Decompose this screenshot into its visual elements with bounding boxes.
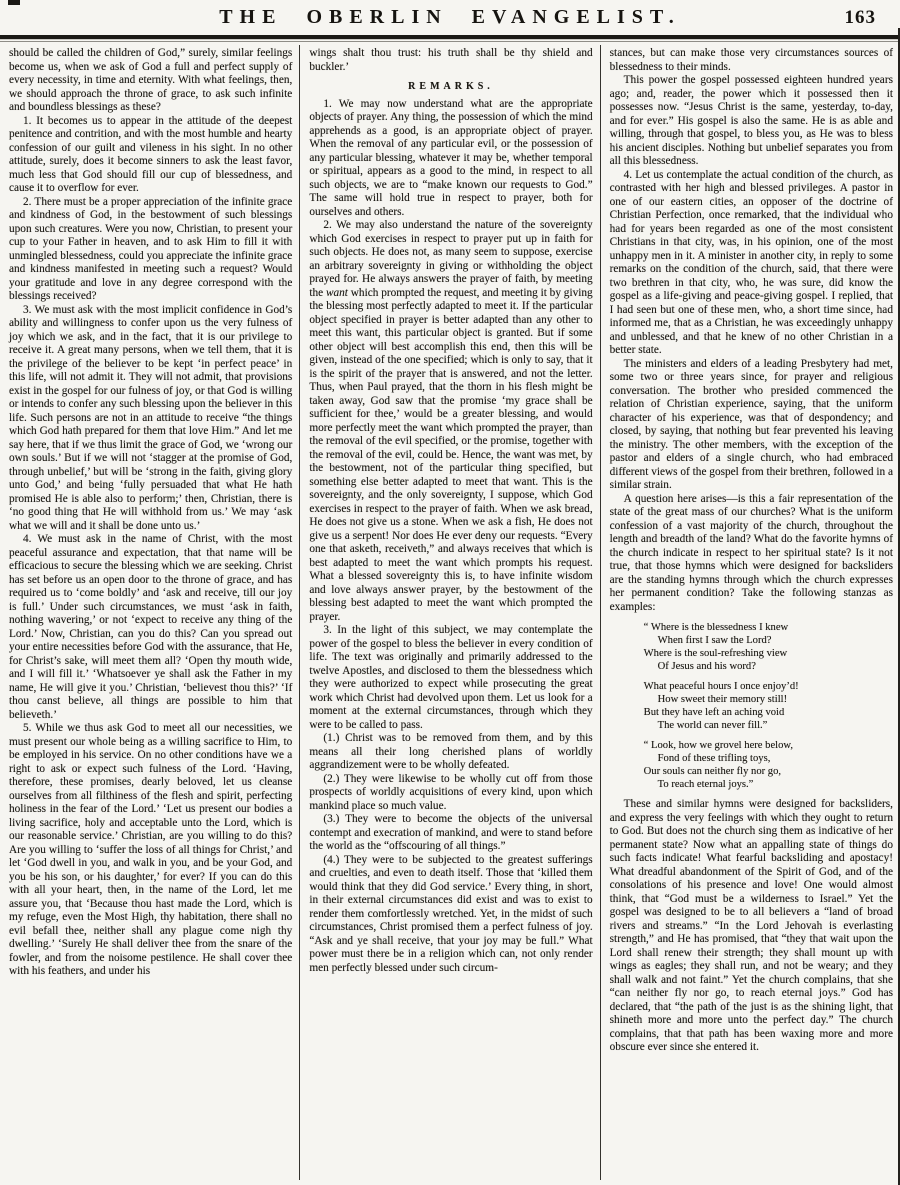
masthead-rule-heavy: [0, 35, 900, 39]
masthead-title: THE OBERLIN EVANGELIST.: [219, 6, 681, 28]
masthead: [0, 0, 900, 35]
hymn-line: “ Where is the blessedness I knew: [643, 622, 789, 633]
paragraph: These and similar hymns were designed for backsliders, and express the very feelings with which they ought to return to God. But does not the church sing them as indicative of her permanent state? Now what an appalling state of things do such facts indicate! What fearful backsliding and apostacy! What dreadful abandonment of the Spirit of God, and of the consolations of his presence and love! One would almost think, that “God must be a wilderness to Israel.” Yet the gospel was designed to be to all believers a “land of broad rivers and streams.” “In the Lord Jehovah is everlasting strength,” and He has promised, that “they that wait upon the Lord shall renew their strength; they shall mount up with wings as eagles; they shall run, and not be weary; and they shall walk and not faint.” Yet the church complains, that she “can neither fly nor go, to reach eternal joys.” God has declared, that “the path of the just is as the shining light, that shineth more and more unto the perfect day.” The church complains, that that path has been waxing more and more obscure ever since she entered it.: [609, 798, 893, 1053]
paragraph: should be called the children of God,” surely, similar feelings become us, when we ask of God a full and perfect supply of every necessity, in time and eternity. With what feelings, then, we should approach the throne of grace, to ask such infinite and boundless blessings as these?: [9, 47, 293, 113]
paragraph: 4. Let us contemplate the actual condition of the church, as contrasted with her high and blessed privileges. A pastor in one of our eastern cities, an opposer of the doctrine of Christian Perfection, once remarked, that the individual who had for years been regarded as one of the most consistent Christians in that city, was, in his opinion, one of the most unhappy men in it. A minister in another city, in reply to some remarks on the condition of the church, said, that there were two brethren in that city, who, he was sure, did know the gospel as a life-giving and peace-giving gospel. I replied, that I had seen but one of these men, who, a short time since, had informed me, that as a Christian, he was exceedingly unhappy and unblessed, and that he knew of no other Christian in a better state.: [609, 168, 893, 356]
column-3: [601, 44, 900, 1180]
text-columns: [0, 44, 900, 1180]
paragraph: This power the gospel possessed eighteen hundred years ago; and, reader, the power which it possessed then it possesses now. “Jesus Christ is the same, yesterday, to-day, and for ever.” His gospel is also the same. He is as able and willing, through that gospel, to bless you, as He was to bless his ancient disciples. Nothing but unbelief separates you from all this blessedness.: [609, 74, 893, 167]
hymn-stanza: [644, 739, 893, 791]
paragraph: (3.) They were to become the objects of the universal contempt and execration of mankind, and were to stand before the world as the “offscouring of all things.”: [309, 813, 593, 852]
paragraph: 5. While we thus ask God to meet all our necessities, we must present our whole being as a willing sacrifice to Him, to be employed in his service. On no other conditions have we a right to ask or expect such fulness of the Lord. ‘Having, therefore, these promises, dearly beloved, let us cleanse ourselves from all filthiness of the flesh and spirit, perfecting holiness in the fear of the Lord.’ ‘Let us present our bodies a living sacrifice, holy and acceptable unto the Lord, which is our reasonable service.’ Christian, are you willing to do this? Are you willing to ‘suffer the loss of all things for Christ,’ and let ‘God dwell in you, and walk in you, and be your God, and you be his son, or his daughter,’ for ever? If you can do this with all your heart, then, in the name of the Lord, let me assure you, that ‘Because thou hast made the Lord, which is my refuge, even the Most High, thy habitation, there shall no evil befall thee, neither shall any plague come nigh thy dwelling.’ ‘Surely He shall deliver thee from the snare of the fowler, and from the noisome pestilence. He shall cover thee with his feathers, and under his: [9, 722, 293, 977]
paragraph: stances, but can make those very circumstances sources of blessedness to their minds.: [609, 47, 893, 73]
hymn-line: The world can never fill.”: [657, 720, 768, 731]
hymn-line: Our souls can neither fly nor go,: [643, 766, 782, 777]
column-2: [300, 44, 599, 1180]
paragraph: 2. There must be a proper appreciation of the infinite grace and kindness of God, in the bestowment of such blessings upon such creatures. Were you now, Christian, to present your cup to your Father in heaven, and to ask Him to fill it with unmingled blessedness, could you appreciate the infinite grace and kindness manifested in meeting such a request? Would your gratitude and love in any degree correspond with the blessings received?: [9, 195, 293, 302]
paragraph: 2. We may also understand the nature of the sovereignty which God exercises in respect to prayer put up in faith for such objects. He does not, as many seem to suppose, exercise an arbitrary sovereignty in giving or withholding the object prayed for. He always answers the prayer of faith, by meeting the want which prompted the request, and meeting it by giving the blessing most perfectly adapted to meet it. If the particular object specified in prayer is better adapted than any other to meet this want, this particular object is granted. But if some other object will best accomplish this end, then this will be given, instead of the one specified; which is only to say, that it is the spirit of the prayer that is answered, and not the letter. Thus, when Paul prayed, that the thorn in his flesh might be taken away, God saw that the promise ‘my grace shall be sufficient for thee,’ would be a greater blessing, and would more perfectly meet the want which prompted the prayer, than the removal of the evil specified, or the promise, together with the removal of the evil, could be. Hence, the want was met, by the bestowment, not of the particular thing specified, but something else better adapted to meet that want. This is the sovereignty, and the only sovereignty, I suppose, which God exercises in respect to the prayer of faith. When we ask bread, He does not give us a stone. When we ask a fish, He does not give us a serpent! Nor does He ever deny our requests. “Every one that asketh, receiveth,” and always receives that which is best adapted to meet the want which prompts his request. What a blessed sovereignty this is, to have infinite wisdom and love always answer prayer, by the bestowment of the blessing best adapted to meet the want which prompted the prayer.: [309, 219, 593, 623]
paragraph: wings shalt thou trust: his truth shall be thy shield and buckler.’: [309, 47, 593, 73]
hymn-line: But they have left an aching void: [643, 707, 785, 718]
page-number: 163: [844, 7, 876, 28]
paragraph: (1.) Christ was to be removed from them, and by this means all their long cherished plans of worldly aggrandizement were to be wholly defeated.: [309, 732, 593, 771]
hymn-line: Fond of these trifling toys,: [657, 753, 771, 764]
hymn-line: Of Jesus and his word?: [657, 661, 756, 672]
paragraph: 4. We must ask in the name of Christ, with the most peaceful assurance and expectation, that that name will be efficacious to secure the blessing which we are seeking. Christ has set before us an open door to the throne of grace, and has required us to ‘come boldly’ and ‘ask and receive, till our joy is full.’ Under such circumstances, we must ‘ask in faith, nothing wavering,’ or not ‘expect to receive any thing of the Lord.’ Now, Christian, can you do this? Can you spread out your entire necessities before God with the assurance, that He, for Christ’s sake, will meet them all? ‘Open thy mouth wide, and I will fill it.’ ‘Whatsoever ye shall ask the Father in my name, He will give it you.’ Christian, ‘believest thou this?’ ‘If thou canst believe, all things are possible to him that believeth.’: [9, 533, 293, 721]
column-1: [0, 44, 299, 1180]
hymn-stanza: [644, 621, 893, 673]
hymn-line: “ Look, how we grovel here below,: [643, 740, 793, 751]
paragraph: 3. In the light of this subject, we may contemplate the power of the gospel to bless the believer in every condition of life. The text was originally and primarily addressed to the twelve Apostles, and disclosed to them the blessedness which they were authorized to expect while prosecuting the great work which Christ had devolved upon them. Let us look for a moment at the external circumstances, through which they were to be called to pass.: [309, 624, 593, 731]
hymn-line: How sweet their memory still!: [657, 694, 788, 705]
hymn-line: When first I saw the Lord?: [657, 635, 772, 646]
masthead-rule-light: [0, 41, 900, 42]
hymn-line: Where is the soul-refreshing view: [643, 648, 788, 659]
section-heading: REMARKS.: [408, 81, 494, 92]
paragraph: The ministers and elders of a leading Presbytery had met, some two or three years since, for prayer and religious conversation. The brother who presided commenced the relation of Christian experience, saying, that the uniform character of his experience, was that of despondency; and closed, by saying, that nothing but fear prevented his leaving the ministry. The other members, with the exception of the pastor and elders of a single church, who had embraced different views of the gospel from their brethren, followed in a similar strain.: [609, 357, 893, 491]
hymn-stanza: [644, 680, 893, 732]
paragraph: 3. We must ask with the most implicit confidence in God’s ability and willingness to confer upon us the very fulness of joy which we ask, and in the fact, that it is our privilege to receive it. A great many persons, when we tell them, that it is the privilege of the believer to be kept ‘in perfect peace’ in this life, will not admit it. They will not admit, that provisions exist in the gospel for our fulness of joy, or that God is willing or intends to confer any such blessing upon the believer in this life. Such persons are not in an attitude to receive “the things which God hath prepared for them that love Him.” And let me say here, that if we thus limit the grace of God, we ‘wrong our own souls.’ But if we will not ‘stagger at the promise of God, through unbelief,’ but will be ‘strong in the faith, giving glory unto God,’ and being ‘fully persuaded that what He hath promised He is able also to perform;’ then, Christian, there is ‘no good thing that He will withhold from us.’ We may ‘ask what we will and it shall be done unto us.’: [9, 303, 293, 532]
paragraph: A question here arises—is this a fair representation of the state of the great mass of our churches? What is the uniform confession of a vast majority of the church, throughout the length and breadth of the land? What do the favorite hymns of the church indicate in respect to her spiritual state? Is it not true, that those hymns which were designed for backsliders are the standing hymns through which the church expresses her permanent condition? Take the following stanzas as examples:: [609, 492, 893, 613]
hymn-line: What peaceful hours I once enjoy’d!: [643, 681, 799, 692]
paragraph: 1. We may now understand what are the appropriate objects of prayer. Any thing, the possession of which the mind apprehends as a good, is an appropriate object of prayer. When the removal of any particular evil, or the possession of any particular blessing, whatever it may be, whether temporal or spiritual, appears as a good to the mind, in respect to all such objects, we are to “make known our requests to God.” The same will hold true in respect to prayer, both for ourselves and others.: [309, 97, 593, 218]
paragraph: (2.) They were likewise to be wholly cut off from those prospects of worldly acquisitions of every kind, upon which mankind place so much value.: [309, 772, 593, 812]
paragraph: 1. It becomes us to appear in the attitude of the deepest penitence and contrition, and with the most humble and hearty confession of our guilt and vileness in his sight. In no other attitude, surely, does it become sinners to ask the least favor, much less that God should fill our cup of blessedness, and cause it to overflow for ever.: [9, 114, 293, 194]
hymn-line: To reach eternal joys.”: [657, 779, 754, 790]
paragraph: (4.) They were to be subjected to the greatest sufferings and cruelties, and even to death itself. Those that ‘killed them would think that they did God service.’ Every thing, in short, in their external circumstances did exist and was to exist to render them comfortlessly wretched. Yet, in the midst of such circumstances, Christ promised them a perfect fulness of joy. “Ask and ye shall receive, that your joy may be full.” What power must there be in a religion which can, not only render men perfectly blessed under such circum-: [309, 853, 593, 974]
